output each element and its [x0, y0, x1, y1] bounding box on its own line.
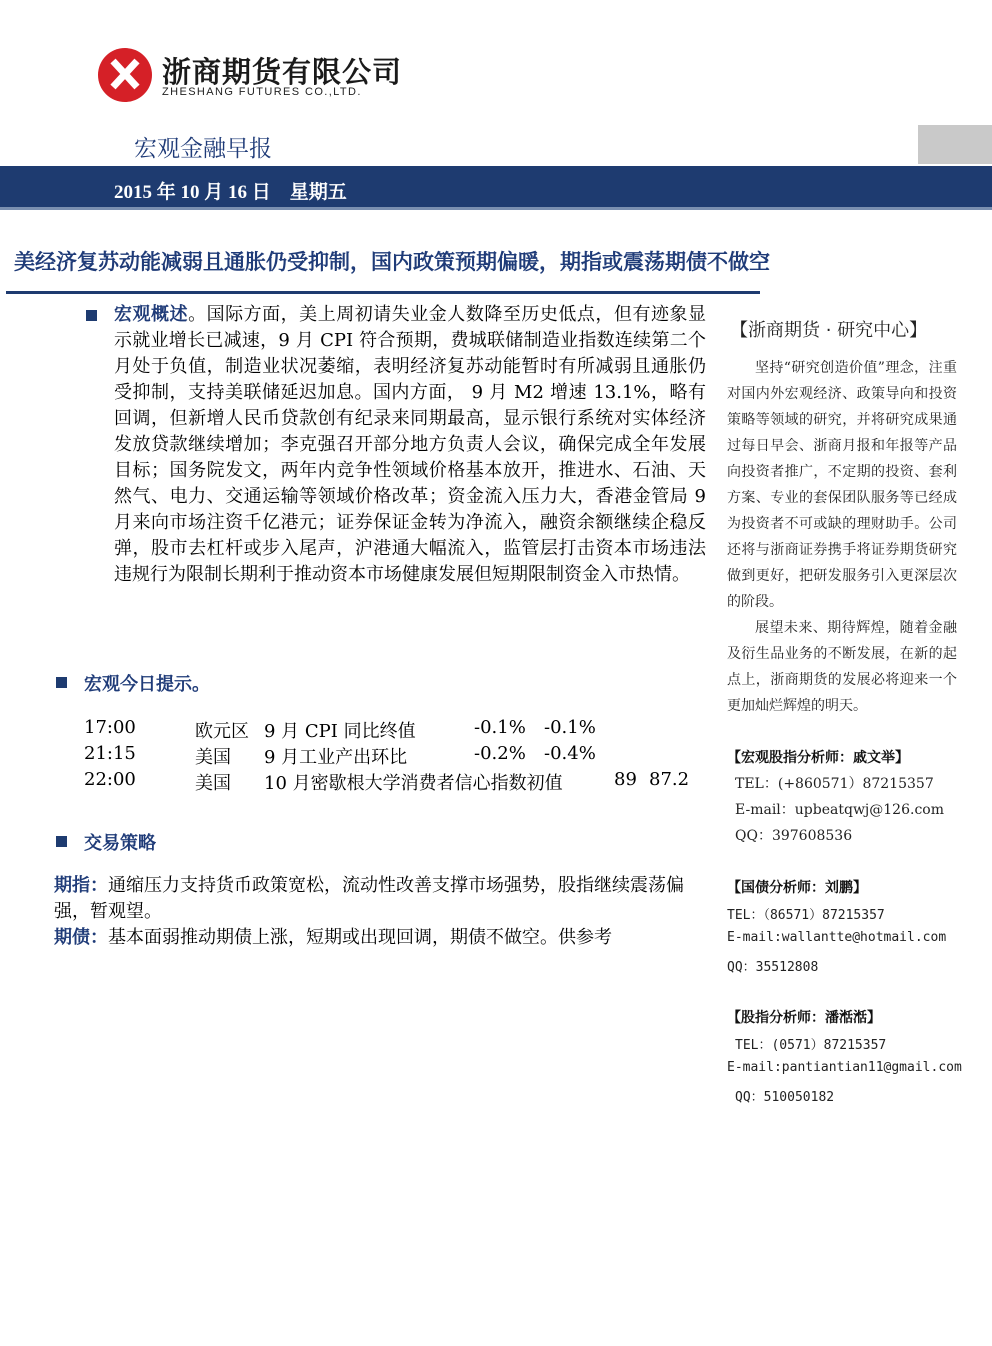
analyst-email: E-mail：upbeatqwj@126.com — [735, 802, 944, 818]
overview-text: 。国际方面，美上周初请失业金人数降至历史低点，但有迹象显示就业增长已减速，9 月 CPI 符合预期，费城联储制造业指数连续第二个月处于负值，制造业状况萎缩，表明经济复苏动能暂时有所减弱且通胀仍受抑制，支持美联储延迟加息。国内方面， 9 月 M2 增速 13.1%，略有回调，但新增人民币贷款创有纪录来同期最高，显示银行系统对实体经济发放贷款继续增加；李克强召开部分地方负责人会议，确保完成全年发展目标；国务院发文，两年内竞争性领域价格基本放开，推进水、石油、天然气、电力、交通运输等领域价格改革；资金流入压力大，香港金管局 9 月来向市场注资千亿港元；证券保证金转为净流入，融资余额继续企稳反弹，股市去杠杆或步入尾声，沪港通大幅流入，监管层打击资本市场违法违规行为限制长期利于推动资本市场健康发展但短期限制资金入市热情。 — [114, 304, 707, 585]
event-indicator: 9 月工业产出环比 — [264, 747, 408, 768]
headline: 美经济复苏动能减弱且通胀仍受抑制，国内政策预期偏暖，期指或震荡期债不做空 — [14, 250, 770, 274]
event-region: 欧元区 — [195, 721, 249, 742]
event-value-expected: -0.4% — [544, 743, 596, 764]
analyst-tel: TEL：（86571）87215357 — [727, 908, 885, 923]
macro-overview — [114, 302, 706, 588]
event-value-expected: -0.1% — [544, 717, 596, 738]
event-region: 美国 — [195, 773, 231, 794]
index-label: 期指： — [54, 875, 108, 896]
event-time: 17:00 — [84, 717, 136, 738]
company-name-cn: 浙商期货有限公司 — [162, 55, 403, 89]
intro-paragraph: 展望未来、期待辉煌，随着金融及衍生品业务的不断发展，在新的起点上，浙商期货的发展必将迎来一个更加灿烂辉煌的明天。 — [727, 620, 957, 714]
event-value-prev: -0.2% — [474, 743, 526, 764]
event-region: 美国 — [195, 747, 231, 768]
event-indicator: 10 月密歇根大学消费者信心指数初值 — [264, 773, 563, 794]
event-time: 22:00 — [84, 769, 136, 790]
index-futures-strategy — [54, 873, 708, 925]
event-time: 21:15 — [84, 743, 136, 764]
overview-lead: 宏观概述 — [114, 304, 189, 325]
sidebar-intro — [727, 355, 957, 719]
bullet-square-icon — [86, 310, 97, 321]
intro-paragraph: 坚持“研究创造价值”理念，注重对国内外宏观经济、政策导向和投资策略等领域的研究，并将研究成果通过每日早会、浙商月报和年报等产品向投资者推广，不定期的投资、套利方案、专业的套保团队服务等已经成为投资者不可或缺的理财助手。公司还将与浙商证券携手将证券期货研究做到更好，把研发服务引入更深层次的阶段。 — [727, 360, 957, 610]
today-heading: 宏观今日提示。 — [84, 674, 210, 695]
index-text: 通缩压力支持货币政策宽松，流动性改善支撑市场强势，股指继续震荡偏强，暂观望。 — [54, 875, 684, 922]
event-value-prev: 89 — [614, 769, 637, 790]
bond-label: 期债： — [54, 927, 108, 948]
headline-divider — [6, 291, 760, 294]
analyst-email: E-mail:pantiantian11@gmail.com — [727, 1060, 962, 1075]
event-value-expected: 87.2 — [649, 769, 690, 790]
analyst-tel: TEL：(+860571）87215357 — [735, 776, 934, 792]
analyst-qq: QQ：510050182 — [735, 1090, 835, 1105]
company-name-en: ZHESHANG FUTURES CO.,LTD. — [162, 86, 362, 98]
report-date: 2015 年 10 月 16 日 星期五 — [114, 182, 347, 203]
analyst-qq: QQ：397608536 — [735, 828, 853, 844]
report-title: 宏观金融早报 — [134, 136, 272, 162]
decorative-block — [918, 125, 992, 164]
analyst-email: E-mail:wallantte@hotmail.com — [727, 930, 947, 945]
logo-mark-icon — [96, 46, 154, 104]
bond-futures-strategy — [54, 925, 708, 951]
trading-strategy — [54, 873, 708, 951]
analyst-title: 【股指分析师：潘湉湉】 — [727, 1010, 881, 1026]
analyst-title: 【国债分析师：刘鹏】 — [727, 880, 867, 896]
bullet-square-icon — [56, 677, 67, 688]
event-indicator: 9 月 CPI 同比终值 — [264, 721, 416, 742]
analyst-tel: TEL：(0571）87215357 — [735, 1038, 887, 1053]
sidebar-title: 【浙商期货 · 研究中心】 — [730, 320, 928, 341]
analyst-title: 【宏观股指分析师：戚文举】 — [727, 750, 909, 766]
bond-text: 基本面弱推动期债上涨，短期或出现回调，期债不做空。供参考 — [108, 927, 612, 948]
analyst-qq: QQ：35512808 — [727, 960, 819, 975]
event-value-prev: -0.1% — [474, 717, 526, 738]
bullet-square-icon — [56, 836, 67, 847]
strategy-heading: 交易策略 — [84, 833, 156, 854]
